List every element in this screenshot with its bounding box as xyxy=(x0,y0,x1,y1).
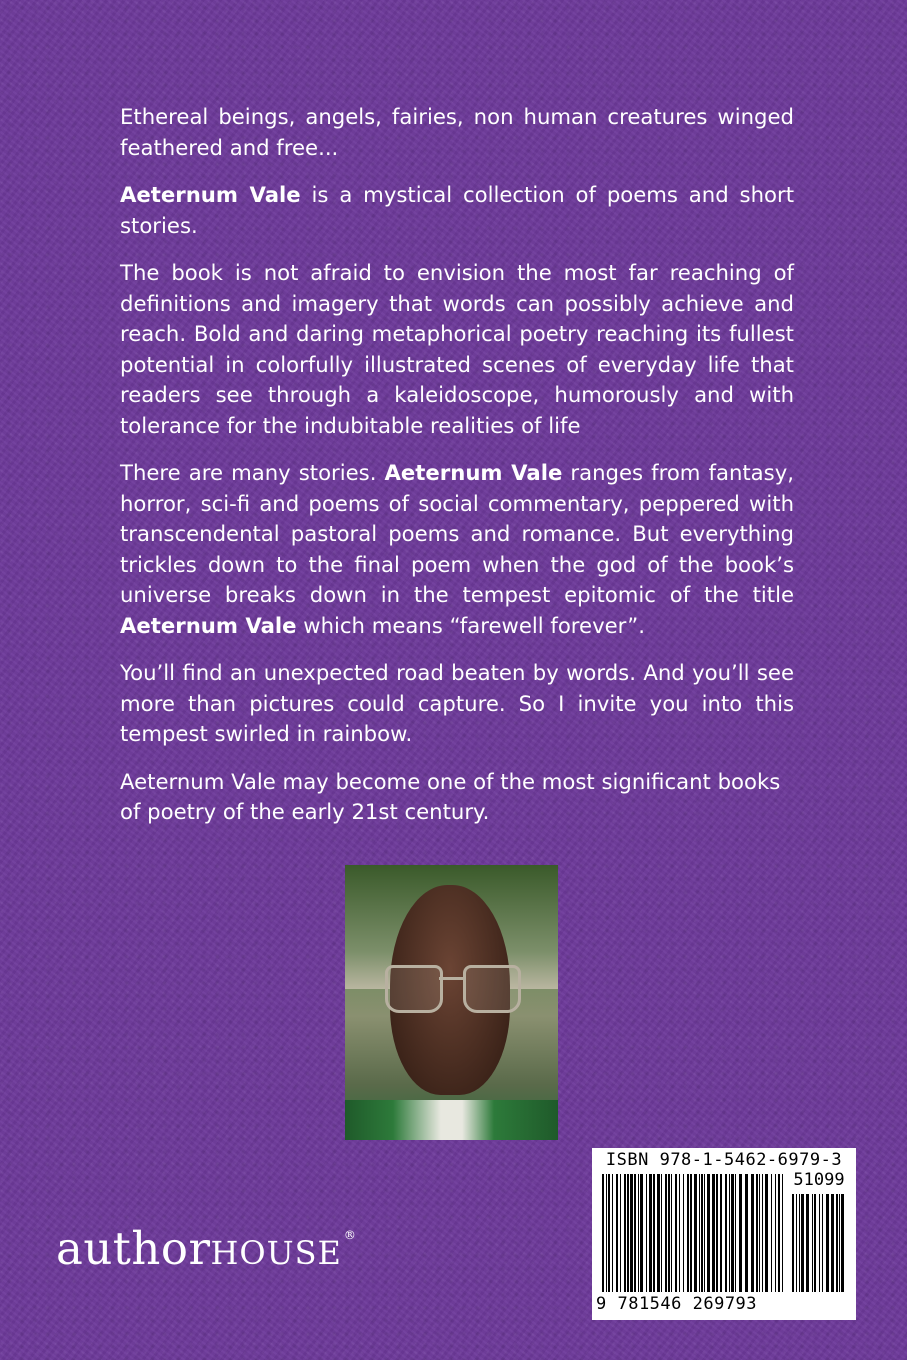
barcode-bar xyxy=(735,1174,736,1292)
publisher-logo-author: author xyxy=(56,1222,211,1275)
barcode-bar xyxy=(826,1194,829,1292)
blurb-text: ranges from fantasy, horror, sci-fi and poems of social commentary, peppered with transcendental pastoral poems and romance. But everything trickles down to the final poem when the god of the book’s universe breaks down in the tempest epitomic of the title xyxy=(120,460,794,607)
barcode-bar xyxy=(801,1194,804,1292)
barcode-bar xyxy=(665,1174,667,1292)
book-title: Aeternum Vale xyxy=(384,460,563,485)
barcode-bar xyxy=(608,1174,610,1292)
barcode-bar xyxy=(759,1174,760,1292)
barcode-bar xyxy=(762,1174,763,1292)
barcode-bar xyxy=(694,1174,697,1292)
barcode-bar xyxy=(701,1174,703,1292)
barcode-bar xyxy=(782,1174,783,1292)
barcode-bar xyxy=(616,1174,618,1292)
barcode-bar xyxy=(712,1174,715,1292)
barcode-bar xyxy=(638,1174,639,1292)
barcode-bar xyxy=(792,1194,794,1292)
back-cover-blurb xyxy=(120,102,794,845)
registered-mark: ® xyxy=(343,1228,356,1242)
addon-barcode-bars xyxy=(792,1194,846,1292)
publisher-logo xyxy=(56,1222,356,1282)
barcode-bar xyxy=(729,1174,730,1292)
book-title: Aeternum Vale xyxy=(120,182,301,207)
blurb-paragraph-3: The book is not afraid to envision the most far reaching of definitions and imagery that words can possibly achieve and reach. Bold and daring metaphorical poetry reaching its fullest potential in colorfully illustrated scenes of everyday life that readers see through a kaleidoscope, humorously and with tolerance for the indubitable realities of life xyxy=(120,260,794,438)
barcode-bar xyxy=(814,1194,816,1292)
barcode-bar xyxy=(699,1174,700,1292)
barcode-bar xyxy=(841,1194,844,1292)
barcode-bar xyxy=(819,1194,820,1292)
blurb-text: which means “farewell forever”. xyxy=(296,612,645,638)
barcode-bar xyxy=(707,1174,710,1292)
barcode-bar xyxy=(624,1174,626,1292)
barcode-bar xyxy=(668,1174,670,1292)
barcode-bar xyxy=(657,1174,660,1292)
barcode-bar xyxy=(606,1174,607,1292)
barcode-bar xyxy=(822,1194,823,1292)
glasses-bridge xyxy=(439,977,463,980)
author-shirt xyxy=(345,1100,558,1140)
ean-digits: 9 781546 269793 xyxy=(596,1294,758,1314)
barcode-bar xyxy=(627,1174,629,1292)
barcode-bar xyxy=(704,1174,705,1292)
isbn-barcode xyxy=(592,1148,856,1320)
barcode-bar xyxy=(812,1194,813,1292)
barcode-bar xyxy=(745,1174,748,1292)
price-addon-code: 51099 xyxy=(793,1170,845,1190)
barcode-bar xyxy=(690,1174,692,1292)
barcode-bar xyxy=(646,1174,647,1292)
barcode-bar xyxy=(765,1174,768,1292)
barcode-bar xyxy=(661,1174,662,1292)
barcode-bar xyxy=(771,1174,772,1292)
barcode-bar xyxy=(799,1194,800,1292)
barcode-bar xyxy=(649,1174,652,1292)
barcode-bar xyxy=(778,1174,780,1292)
ean-barcode-bars xyxy=(602,1174,786,1292)
barcode-bar xyxy=(671,1174,672,1292)
barcode-bar xyxy=(620,1174,621,1292)
blurb-paragraph-2 xyxy=(120,180,794,241)
barcode-bar xyxy=(630,1174,633,1292)
publisher-logo-house: HOUSE xyxy=(210,1234,342,1272)
barcode-bar xyxy=(687,1174,689,1292)
barcode-bar xyxy=(602,1174,604,1292)
barcode-bar xyxy=(679,1174,680,1292)
barcode-bar xyxy=(653,1174,655,1292)
barcode-bar xyxy=(756,1174,758,1292)
blurb-text: is a mystical collection of poems and short stories. xyxy=(120,182,794,238)
barcode-bar xyxy=(836,1194,838,1292)
book-title: Aeternum Vale xyxy=(120,612,297,638)
barcode-bar xyxy=(612,1174,613,1292)
glasses-lens-left xyxy=(385,965,443,1013)
blurb-paragraph-1: Ethereal beings, angels, fairies, non human creatures winged feathered and free... xyxy=(120,104,794,160)
barcode-bar xyxy=(806,1194,809,1292)
glasses-lens-right xyxy=(463,965,521,1013)
barcode-bar xyxy=(716,1174,718,1292)
blurb-paragraph-5: You’ll find an unexpected road beaten by words. And you’ll see more than pictures could capture. So I invite you into this tempest swirled in rainbow. xyxy=(120,660,794,746)
barcode-bar xyxy=(831,1194,834,1292)
blurb-paragraph-4 xyxy=(120,458,794,641)
isbn-label: ISBN 978-1-5462-6979-3 xyxy=(605,1150,843,1170)
barcode-bar xyxy=(720,1174,722,1292)
barcode-bar xyxy=(731,1174,734,1292)
barcode-bar xyxy=(751,1174,754,1292)
barcode-bar xyxy=(640,1174,643,1292)
barcode-bar xyxy=(675,1174,677,1292)
barcode-bar xyxy=(725,1174,727,1292)
barcode-bar xyxy=(683,1174,684,1292)
barcode-bar xyxy=(739,1174,742,1292)
barcode-bar xyxy=(796,1194,797,1292)
blurb-paragraph-6: Aeternum Vale may become one of the most significant books of poetry of the early 21st century. xyxy=(120,768,781,824)
barcode-bar xyxy=(634,1174,636,1292)
blurb-text: There are many stories. xyxy=(120,460,385,485)
barcode-bar xyxy=(839,1194,840,1292)
author-photo xyxy=(345,865,558,1140)
barcode-bar xyxy=(775,1174,776,1292)
